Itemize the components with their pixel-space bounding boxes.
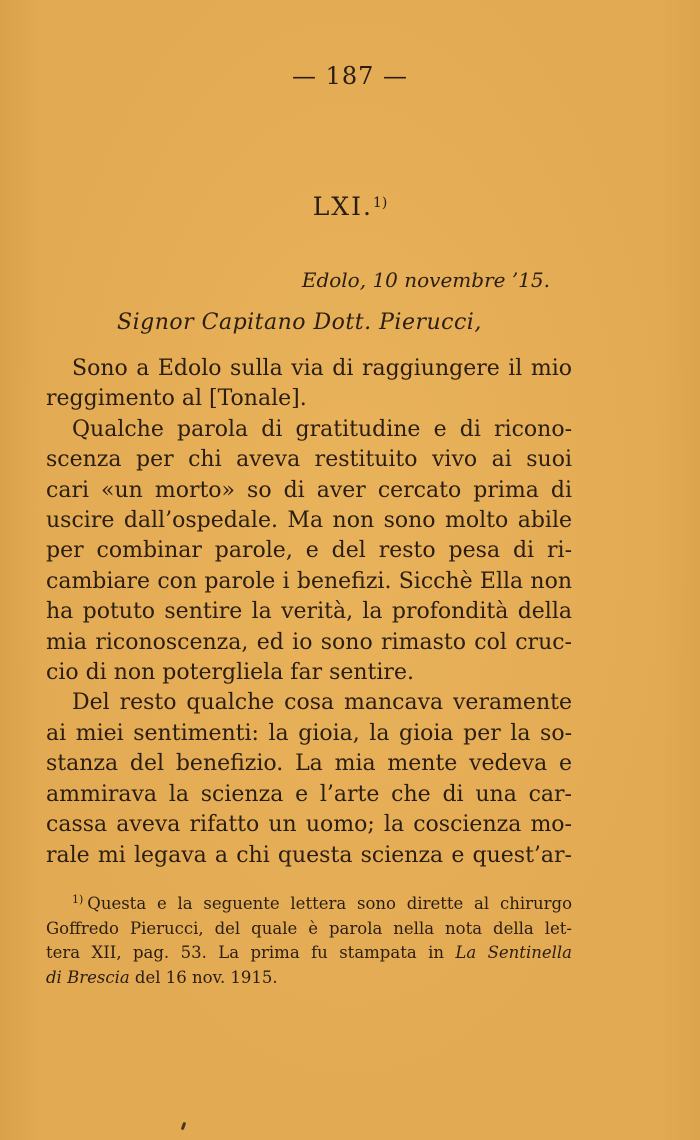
footnote-text: tera XII, pag. 53. La prima fu stampata in bbox=[46, 943, 456, 962]
body-line: cio di non potergliela far sentire. bbox=[46, 660, 414, 686]
body-line: cassa aveva rifatto un uomo; la coscienza mo- bbox=[46, 812, 572, 838]
dateline: Edolo, 10 novembre ’15. bbox=[301, 268, 550, 292]
body-line: cari «un morto» so di aver cercato prima di bbox=[46, 477, 572, 503]
footnote-reference: 1) bbox=[372, 195, 388, 211]
body-line: reggimento al [Tonale]. bbox=[46, 386, 307, 412]
letter-body bbox=[46, 354, 572, 871]
footnote-line bbox=[46, 941, 572, 966]
footnote-italic-title: di Brescia bbox=[46, 967, 130, 987]
body-line: Sono a Edolo sulla via di raggiungere il mio bbox=[72, 356, 572, 381]
letter-heading bbox=[0, 192, 700, 221]
page-number: — 187 — bbox=[291, 62, 409, 90]
body-line: mia riconoscenza, ed io sono rimasto col cruc- bbox=[46, 629, 572, 655]
footnote-line bbox=[46, 966, 572, 991]
letter-number: LXI. bbox=[312, 192, 373, 221]
footnote-text: Questa e la seguente lettera sono dirette al chirurgo bbox=[87, 894, 572, 913]
body-line: per combinar parole, e del resto pesa di ri- bbox=[46, 538, 572, 564]
body-line: Qualche parola di gratitudine e di ricono- bbox=[72, 416, 572, 442]
ink-speck bbox=[181, 1122, 187, 1131]
body-line: Del resto qualche cosa mancava veramente bbox=[72, 690, 572, 716]
body-line: rale mi legava a chi questa scienza e quest’ar- bbox=[46, 842, 572, 868]
body-line: uscire dall’ospedale. Ma non sono molto abile bbox=[46, 508, 572, 534]
body-line: stanza del benefizio. La mia mente vedeva e bbox=[46, 751, 572, 777]
footnote-line bbox=[46, 888, 572, 917]
body-line: scenza per chi aveva restituito vivo ai suoi bbox=[46, 447, 572, 473]
footnote-italic-title: La Sentinella bbox=[455, 943, 572, 962]
body-line: ai miei sentimenti: la gioia, la gioia per la so- bbox=[46, 720, 572, 746]
footnote bbox=[46, 888, 572, 990]
footnote-mark: 1) bbox=[72, 893, 84, 906]
footnote-line: Goffredo Pierucci, del quale è parola nella nota della let- bbox=[46, 918, 572, 938]
salutation: Signor Capitano Dott. Pierucci, bbox=[117, 310, 482, 335]
body-line: cambiare con parole i benefizi. Sicchè Ella non bbox=[46, 568, 572, 594]
body-line: ammirava la scienza e l’arte che di una car- bbox=[46, 781, 572, 807]
footnote-text: del 16 nov. 1915. bbox=[129, 967, 278, 987]
body-line: ha potuto sentire la verità, la profondità della bbox=[46, 599, 572, 625]
